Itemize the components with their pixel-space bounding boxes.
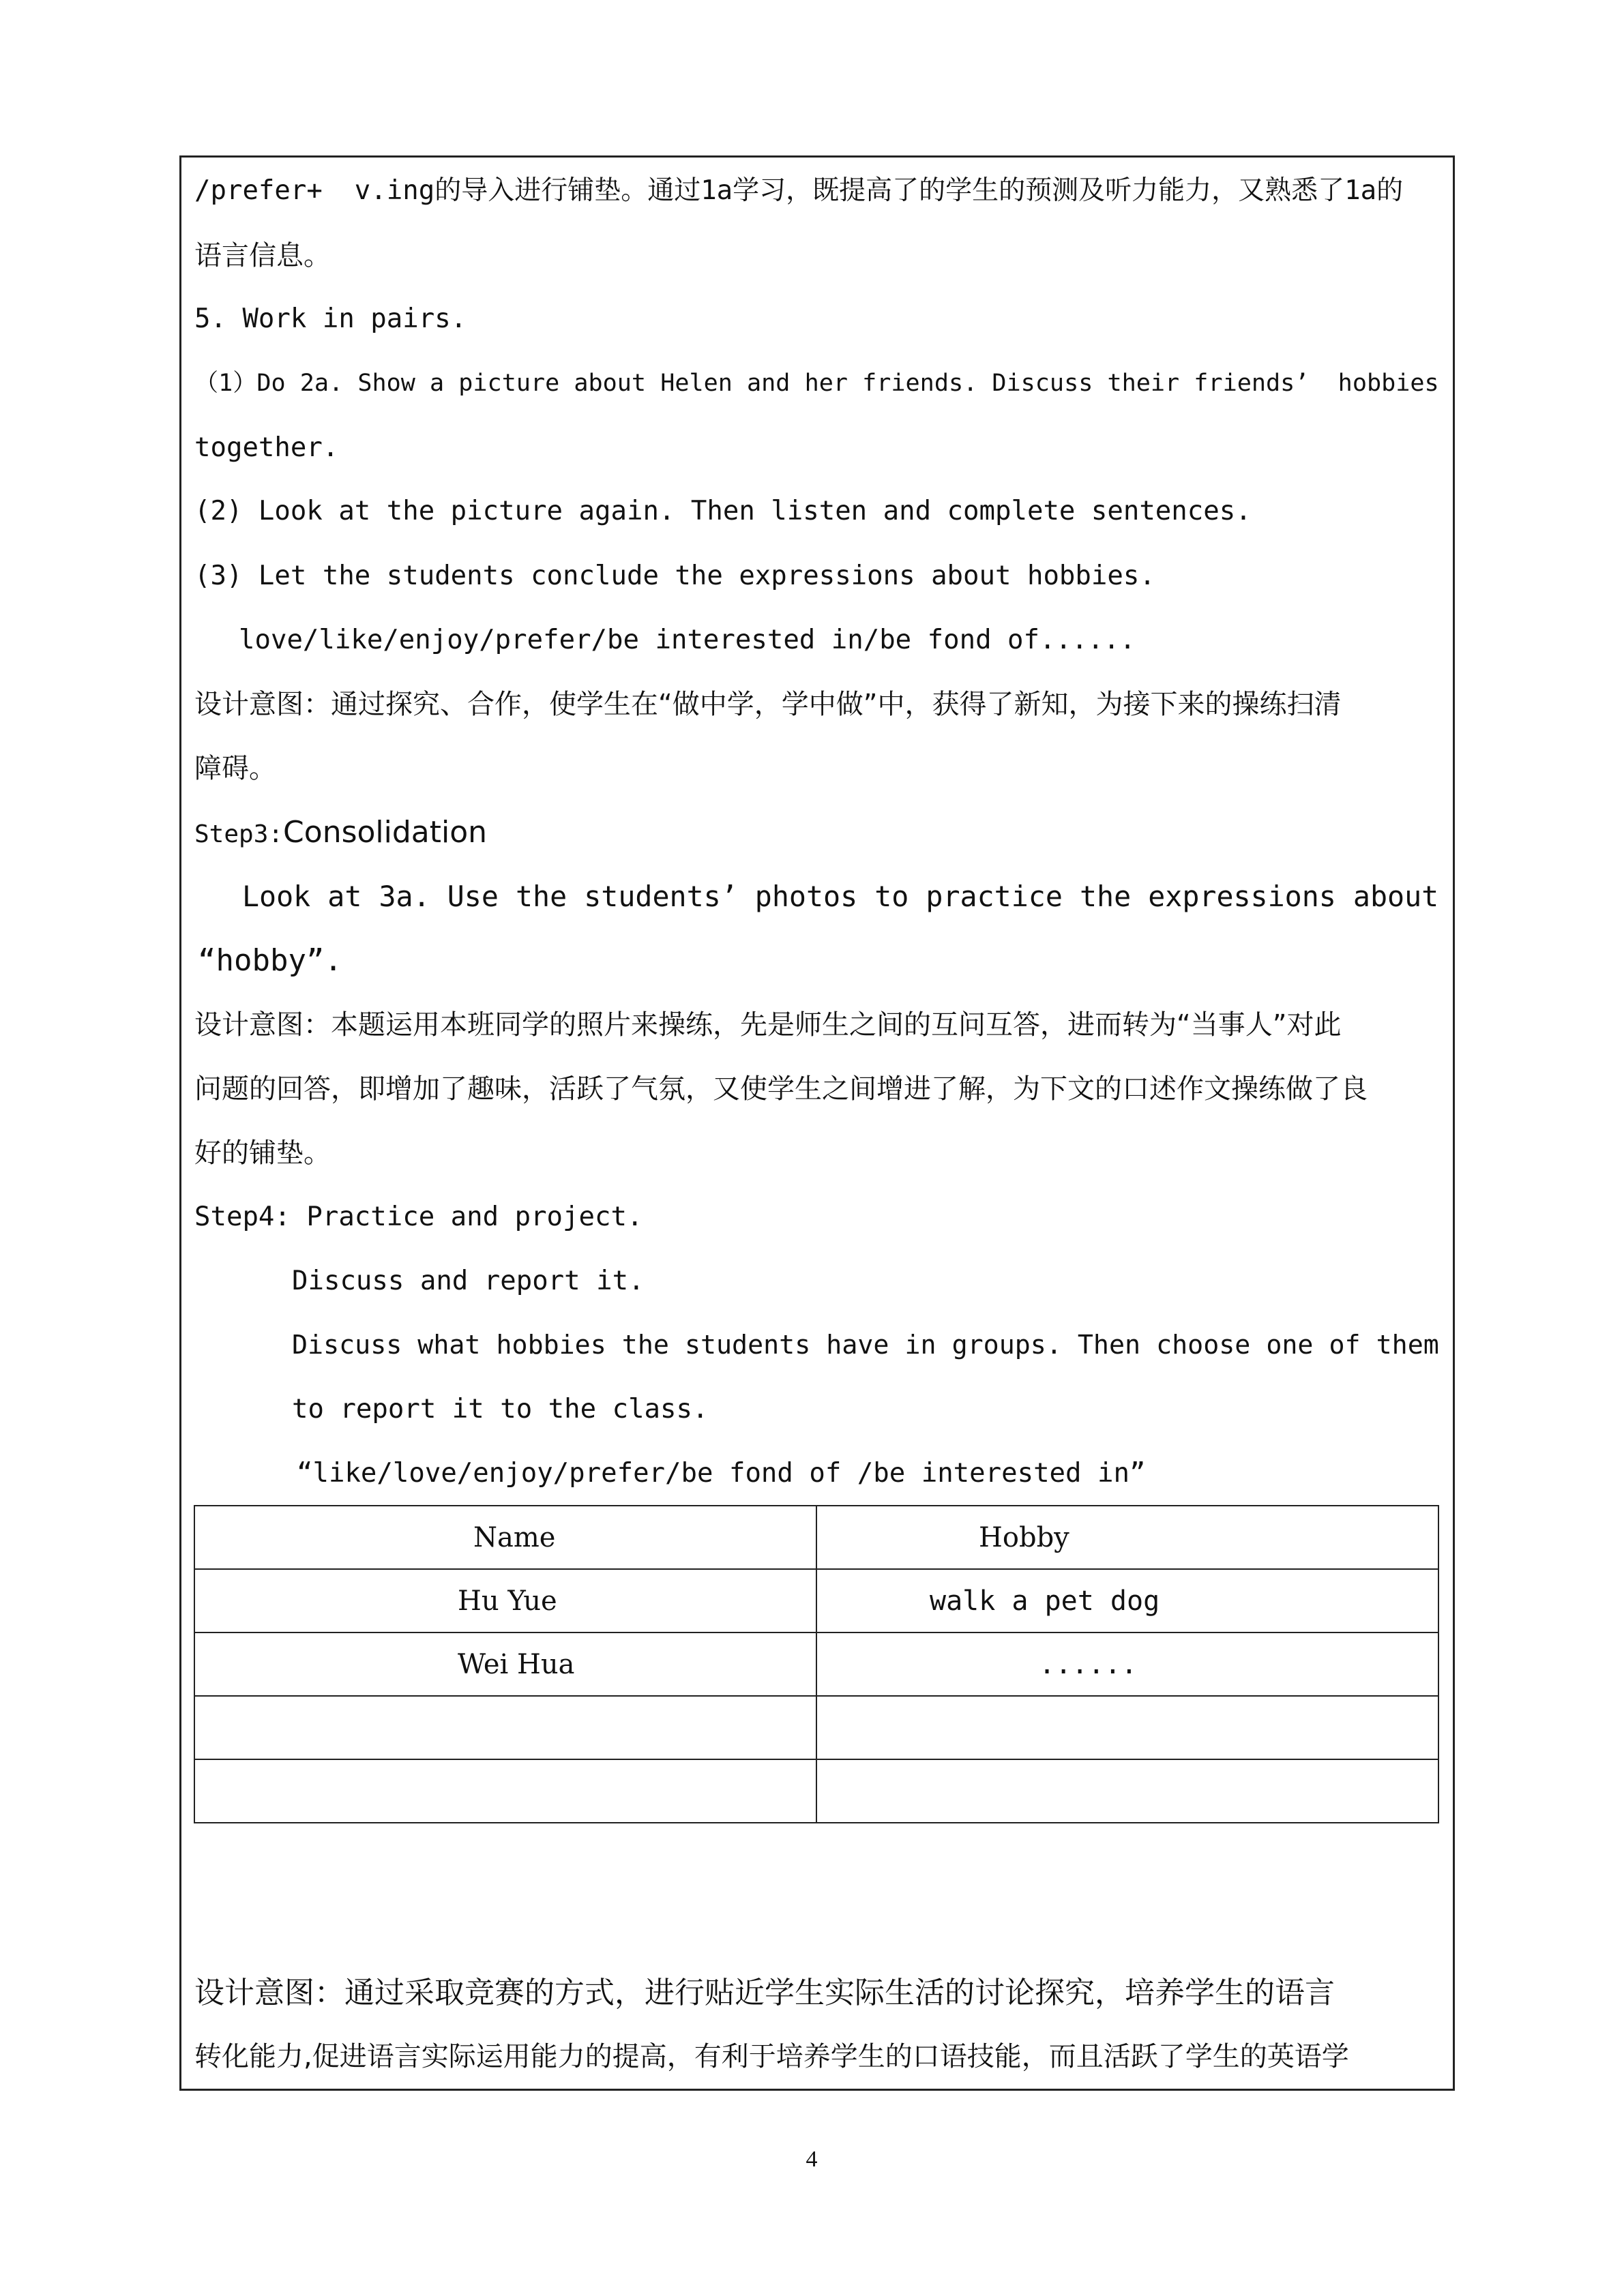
hobby-table	[194, 1505, 1439, 1823]
step3-label: Step3:	[194, 820, 284, 848]
text-line-2: 语言信息。	[194, 240, 331, 271]
design-intent-3-line-1: 设计意图：通过采取竞赛的方式，进行贴近学生实际生活的讨论探究，培养学生的语言	[194, 1976, 1335, 2010]
table-cell-name	[194, 1696, 816, 1759]
text-line-21: “like/love/enjoy/prefer/be fond of /be interested in”	[297, 1458, 1146, 1489]
text-line-1: /prefer+ v.ing的导入进行铺垫。通过1a学习，既提高了的学生的预测及听力能力，又熟悉了1a的	[194, 175, 1404, 206]
text-line-13: “hobby”.	[198, 943, 342, 978]
table-row	[194, 1632, 1438, 1696]
design-intent-3-line-2: 转化能力,促进语言实际运用能力的提高，有利于培养学生的口语技能，而且活跃了学生的英语学	[194, 2041, 1349, 2072]
table-cell-name	[194, 1759, 816, 1823]
step3-title: Consolidation	[283, 815, 488, 850]
design-intent-1-line-2: 障碍。	[194, 753, 276, 784]
table-cell-hobby: ......	[816, 1632, 1438, 1696]
table-header-hobby: Hobby	[816, 1506, 1438, 1569]
design-intent-2-line-2: 问题的回答，即增加了趣味，活跃了气氛，又使学生之间增进了解，为下文的口述作文操练做了良	[194, 1073, 1368, 1105]
table-cell-hobby	[816, 1759, 1438, 1823]
text-line-5: together.	[194, 432, 339, 463]
design-intent-1-line-1: 设计意图：通过探究、合作，使学生在“做中学，学中做”中，获得了新知，为接下来的操练扫清	[194, 689, 1342, 720]
step4-heading: Step4: Practice and project.	[194, 1202, 643, 1232]
text-line-12: Look at 3a. Use the students’ photos to practice the expressions about	[242, 880, 1439, 913]
table-header-row	[194, 1506, 1438, 1569]
design-intent-2-line-1: 设计意图：本题运用本班同学的照片来操练，先是师生之间的互问互答，进而转为“当事人”对此	[194, 1009, 1342, 1041]
page-number: 4	[806, 2147, 818, 2172]
table-row	[194, 1696, 1438, 1759]
text-line-4: （1）Do 2a. Show a picture about Helen and her friends. Discuss their friends’ hobbies	[194, 369, 1439, 397]
text-line-3: 5. Work in pairs.	[194, 303, 467, 334]
text-line-20: to report it to the class.	[292, 1394, 709, 1425]
table-cell-hobby	[816, 1696, 1438, 1759]
text-line-8: love/like/enjoy/prefer/be interested in/be fond of......	[239, 625, 1136, 655]
step3-heading	[194, 816, 487, 852]
table-row	[194, 1759, 1438, 1823]
text-line-19: Discuss what hobbies the students have in groups. Then choose one of them	[292, 1330, 1439, 1360]
table-row	[194, 1569, 1438, 1632]
table-header-name: Name	[194, 1506, 816, 1569]
text-line-7: (3) Let the students conclude the expressions about hobbies.	[194, 561, 1155, 591]
text-line-18: Discuss and report it.	[292, 1266, 645, 1296]
design-intent-2-line-3: 好的铺垫。	[194, 1137, 331, 1169]
table-cell-hobby: walk a pet dog	[816, 1569, 1438, 1632]
table-cell-name: Hu Yue	[194, 1569, 816, 1632]
text-line-6: (2) Look at the picture again. Then listen and complete sentences.	[194, 496, 1252, 526]
table-cell-name: Wei Hua	[194, 1632, 816, 1696]
